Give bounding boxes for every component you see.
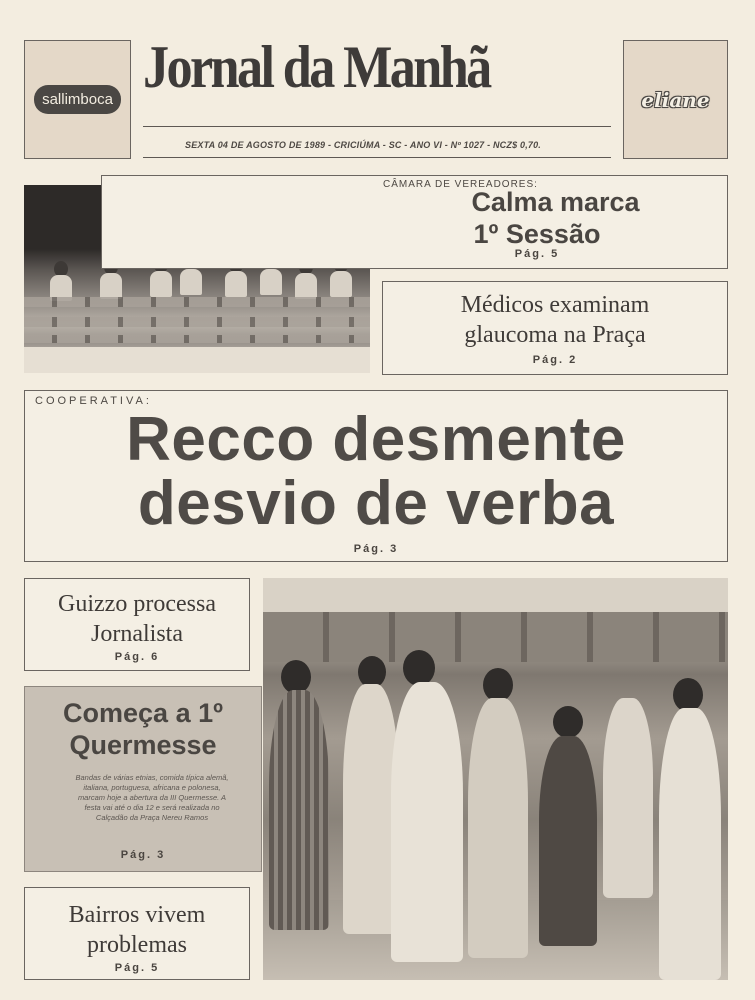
medicos-page-ref: Pág. 2 (532, 354, 578, 366)
bairros-headline-2: problemas (87, 932, 187, 958)
quermesse-headline-2: Quermesse (69, 730, 217, 760)
quermesse-page-ref: Pág. 3 (120, 849, 166, 861)
story-bairros[interactable] (24, 887, 250, 980)
camara-page-ref: Pág. 5 (514, 248, 560, 260)
ad-eliane[interactable] (623, 40, 728, 159)
camara-kicker: CÂMARA DE VEREADORES: (383, 179, 538, 190)
story-medicos[interactable] (382, 281, 728, 375)
cooperativa-kicker: COOPERATIVA: (35, 395, 152, 407)
story-quermesse[interactable] (24, 686, 262, 872)
cooperativa-page-ref: Pág. 3 (353, 543, 399, 555)
quermesse-body: Bandas de várias etnias, comida típica alemã, italiana, portuguesa, africana e polonesa, marcam hoje a abertura da III Quermesse. A festa vai até o dia 12 e será realizada no Calçadão da Praça Nereu Ramos (75, 773, 229, 822)
camara-headline-1: Calma marca (471, 187, 640, 217)
bairros-page-ref: Pág. 5 (114, 962, 160, 974)
bairros-headline-1: Bairros vivem (68, 902, 206, 928)
quermesse-photo (263, 578, 728, 980)
guizzo-headline-1: Guizzo processa (58, 591, 216, 617)
ad-sallimboca-logo: sallimboca (34, 85, 121, 114)
masthead (143, 32, 613, 112)
camara-headline-2: 1º Sessão (473, 219, 601, 249)
ad-sallimboca[interactable] (24, 40, 131, 159)
newspaper-title: Jornal da Manhã (143, 34, 490, 100)
dateline: SEXTA 04 DE AGOSTO DE 1989 - CRICIÚMA - SC - ANO VI - Nº 1027 - NCZ$ 0,70. (185, 140, 541, 150)
guizzo-page-ref: Pág. 6 (114, 651, 160, 663)
story-guizzo[interactable] (24, 578, 250, 671)
masthead-rule-bottom (143, 157, 611, 158)
story-cooperativa[interactable] (24, 390, 728, 562)
cooperativa-headline-2: desvio de verba (137, 469, 615, 538)
quermesse-headline-1: Começa a 1º (63, 698, 223, 728)
medicos-headline-1: Médicos examinam (460, 292, 650, 318)
guizzo-headline-2: Jornalista (91, 621, 183, 647)
medicos-headline-2: glaucoma na Praça (464, 322, 646, 348)
masthead-rule-top (143, 126, 611, 127)
ad-eliane-logo: eliane (641, 87, 710, 112)
cooperativa-headline-1: Recco desmente (126, 405, 626, 474)
